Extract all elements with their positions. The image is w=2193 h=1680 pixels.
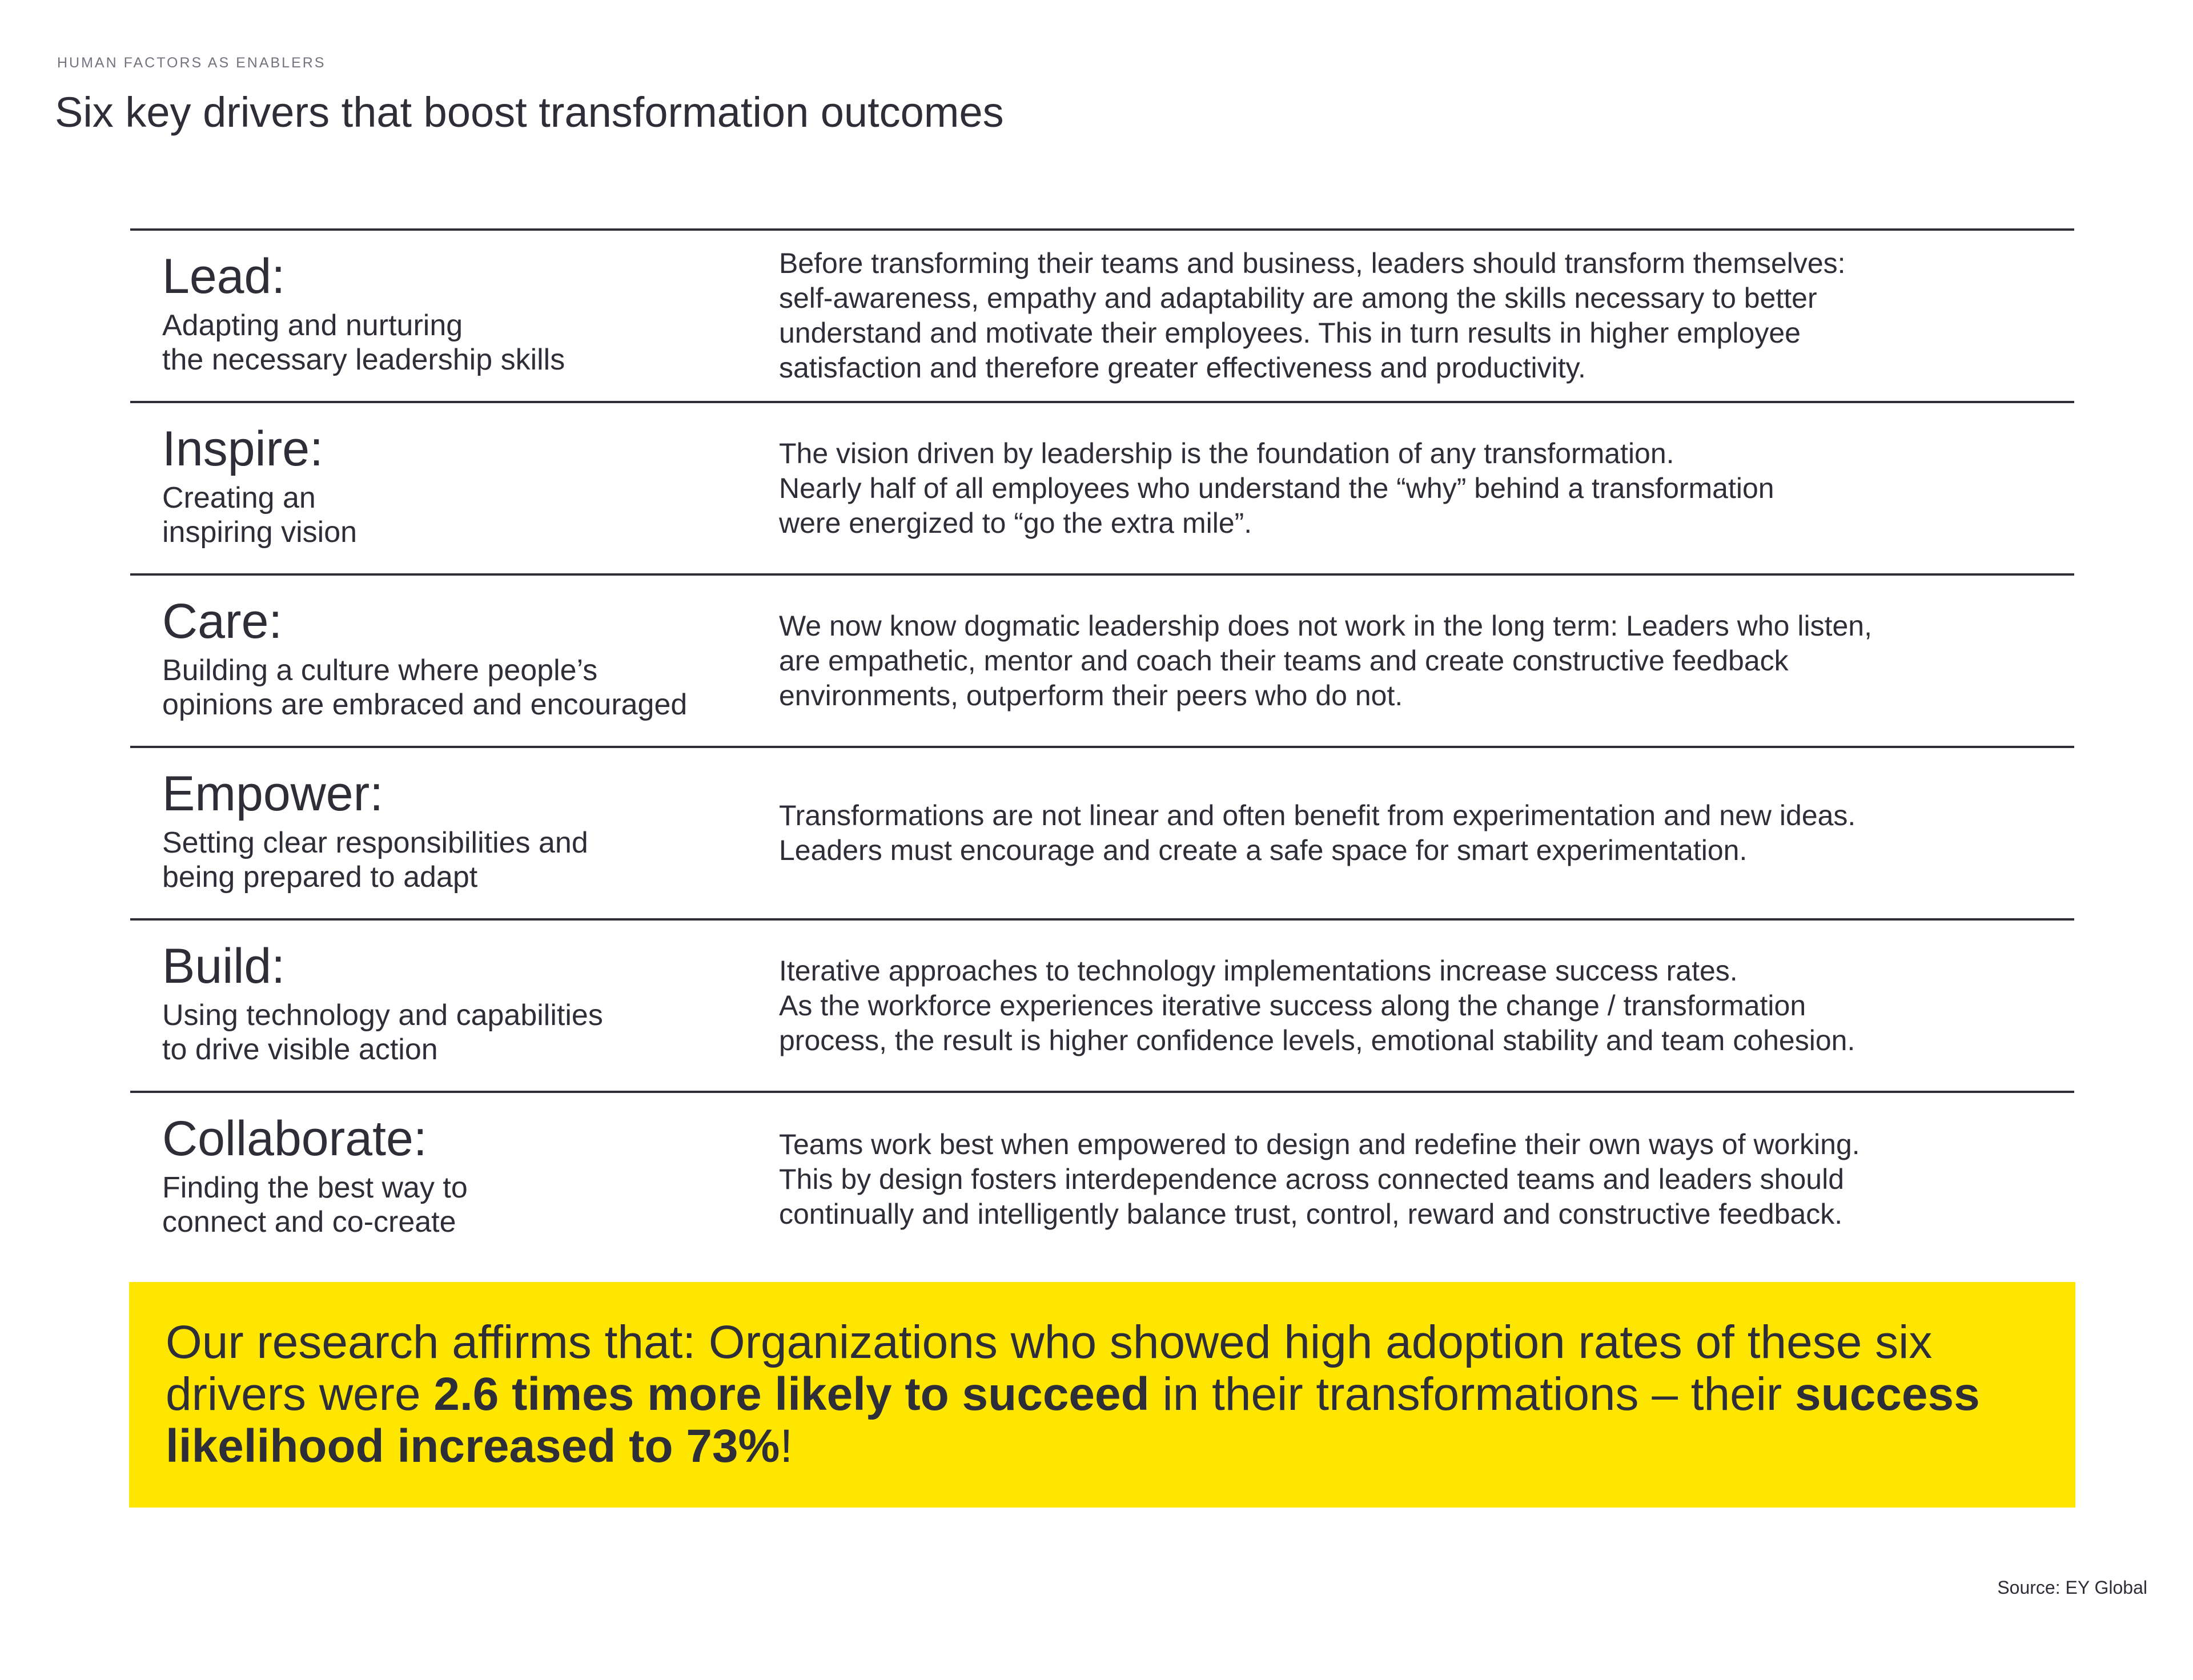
- driver-row-empower: [130, 748, 2074, 921]
- driver-description: Before transforming their teams and business, leaders should transform themselves: self-awareness, empathy and adaptability are among the skills necessary to better understand and motivate their employees. This in turn results in higher employee satisfaction and therefore greater effectiveness and productivity.: [779, 247, 1846, 384]
- drivers-table: [130, 228, 2074, 1265]
- driver-heading: [162, 1110, 750, 1239]
- driver-heading: [162, 765, 750, 894]
- driver-description: Iterative approaches to technology implementations increase success rates. As the workforce experiences iterative success along the change / transformation process, the result is higher confidence levels, emotional stability and team cohesion.: [779, 954, 1855, 1056]
- driver-heading: [162, 938, 750, 1067]
- driver-subtitle: Finding the best way to connect and co-create: [162, 1171, 468, 1239]
- driver-description: Transformations are not linear and often benefit from experimentation and new ideas. Leaders must encourage and create a safe space for smart experimentation.: [779, 799, 1856, 866]
- callout-text-part3: !: [780, 1420, 793, 1472]
- driver-description-cell: [779, 231, 2070, 401]
- driver-name: Build:: [162, 939, 286, 994]
- research-callout: [129, 1282, 2075, 1508]
- driver-name: Inspire:: [162, 421, 324, 476]
- driver-name: Empower:: [162, 766, 384, 821]
- driver-row-inspire: [130, 403, 2074, 576]
- driver-name: Lead:: [162, 249, 286, 304]
- driver-row-lead: [130, 231, 2074, 403]
- driver-heading: [162, 248, 750, 377]
- driver-subtitle: Building a culture where people’s opinions are embraced and encouraged: [162, 654, 688, 721]
- driver-name: Collaborate:: [162, 1111, 427, 1166]
- driver-name: Care:: [162, 594, 283, 649]
- callout-text: [166, 1316, 2041, 1472]
- source-note: Source: EY Global: [1997, 1577, 2147, 1598]
- eyebrow-label: HUMAN FACTORS AS ENABLERS: [57, 55, 326, 71]
- driver-row-care: [130, 576, 2074, 748]
- driver-description: We now know dogmatic leadership does not work in the long term: Leaders who listen, are empathetic, mentor and coach their teams and create constructive feedback environments, outperform their peers who do not.: [779, 609, 1872, 712]
- driver-description: The vision driven by leadership is the foundation of any transformation. Nearly half of all employees who understand the “why” behind a transformation were energized to “go the extra mile”.: [779, 437, 1774, 539]
- driver-description: Teams work best when empowered to design and redefine their own ways of working. This by design fosters interdependence across connected teams and leaders should continually and intelligently balance trust, control, reward and constructive feedback.: [779, 1128, 1860, 1230]
- driver-description-cell: [779, 921, 2070, 1091]
- driver-subtitle: Creating an inspiring vision: [162, 481, 358, 549]
- callout-highlight-likelihood: 2.6 times more likely to succeed: [433, 1368, 1150, 1420]
- driver-row-collaborate: [130, 1093, 2074, 1265]
- driver-description-cell: [779, 748, 2070, 918]
- callout-highlight-rate: success likelihood increased to 73%: [166, 1368, 1980, 1472]
- page-title: Six key drivers that boost transformation outcomes: [55, 89, 1004, 136]
- driver-description-cell: [779, 576, 2070, 746]
- driver-subtitle: Setting clear responsibilities and being prepared to adapt: [162, 826, 588, 894]
- driver-subtitle: Using technology and capabilities to drive visible action: [162, 999, 603, 1066]
- driver-description-cell: [779, 403, 2070, 573]
- driver-row-build: [130, 921, 2074, 1093]
- callout-text-part2: in their transformations – their: [1149, 1368, 1795, 1420]
- driver-subtitle: Adapting and nurturing the necessary leadership skills: [162, 309, 565, 376]
- callout-text-part1: Our research affirms that: Organizations who showed high adoption rates of these six drivers were: [166, 1316, 1933, 1420]
- driver-heading: [162, 593, 750, 722]
- driver-heading: [162, 420, 750, 549]
- driver-description-cell: [779, 1093, 2070, 1265]
